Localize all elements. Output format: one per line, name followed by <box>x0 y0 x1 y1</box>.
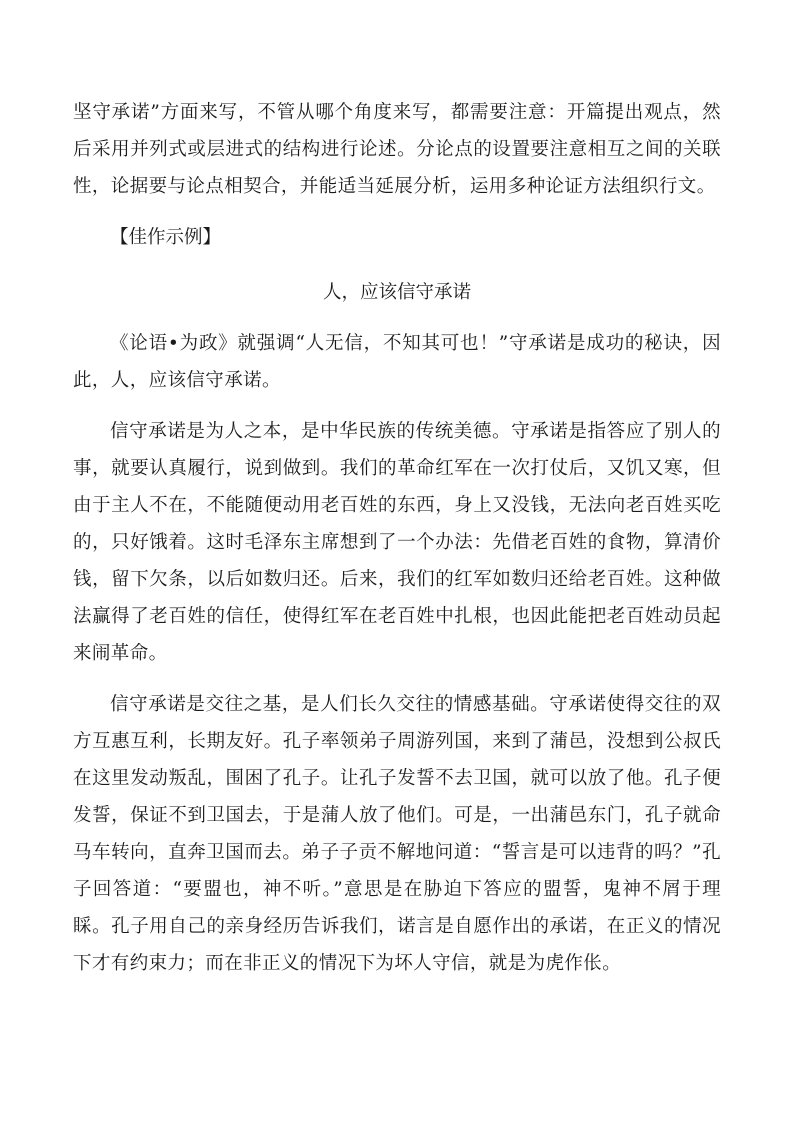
essay-paragraph: 信守承诺是为人之本，是中华民族的传统美德。守承诺是指答应了别人的事，就要认真履行，说到做到。我们的革命红军在一次打仗后，又饥又寒，但由于主人不在，不能随便动用老百姓的东西，身上又没钱，无法向老百姓买吃的，只好饿着。这时毛泽东主席想到了一个办法：先借老百姓的食物，算清价钱，留下欠条，以后如数归还。后来，我们的红军如数归还给老百姓。这种做法赢得了老百姓的信任，使得红军在老百姓中扎根，也因此能把老百姓动员起来闹革命。 <box>73 421 721 664</box>
essay-title: 人，应该信守承诺 <box>322 282 471 303</box>
intro-paragraph: 坚守承诺”方面来写，不管从哪个角度来写，都需要注意：开篇提出观点，然后采用并列式或层进式的结构进行论述。分论点的设置要注意相互之间的关联性，论据要与论点相契合，并能适当延展分析，运用多种论证方法组织行文。 <box>73 102 721 197</box>
essay-paragraph: 《论语•为政》就强调“人无信，不知其可也！”守承诺是成功的秘诀，因此，人，应该信守承诺。 <box>73 333 721 391</box>
section-label: 【佳作示例】 <box>110 227 222 248</box>
essay-paragraph: 信守承诺是交往之基，是人们长久交往的情感基础。守承诺使得交往的双方互惠互利，长期友好。孔子率领弟子周游列国，来到了蒲邑，没想到公叔氏在这里发动叛乱，围困了孔子。让孔子发誓不去卫国，就可以放了他。孔子便发誓，保证不到卫国去，于是蒲人放了他们。可是，一出蒲邑东门，孔子就命马车转向，直奔卫国而去。弟子子贡不解地问道：“誓言是可以违背的吗？”孔子回答道：“要盟也，神不听。”意思是在胁迫下答应的盟誓，鬼神不屑于理睬。孔子用自己的亲身经历告诉我们，诺言是自愿作出的承诺，在正义的情况下才有约束力；而在非正义的情况下为坏人守信，就是为虎作伥。 <box>73 694 721 974</box>
